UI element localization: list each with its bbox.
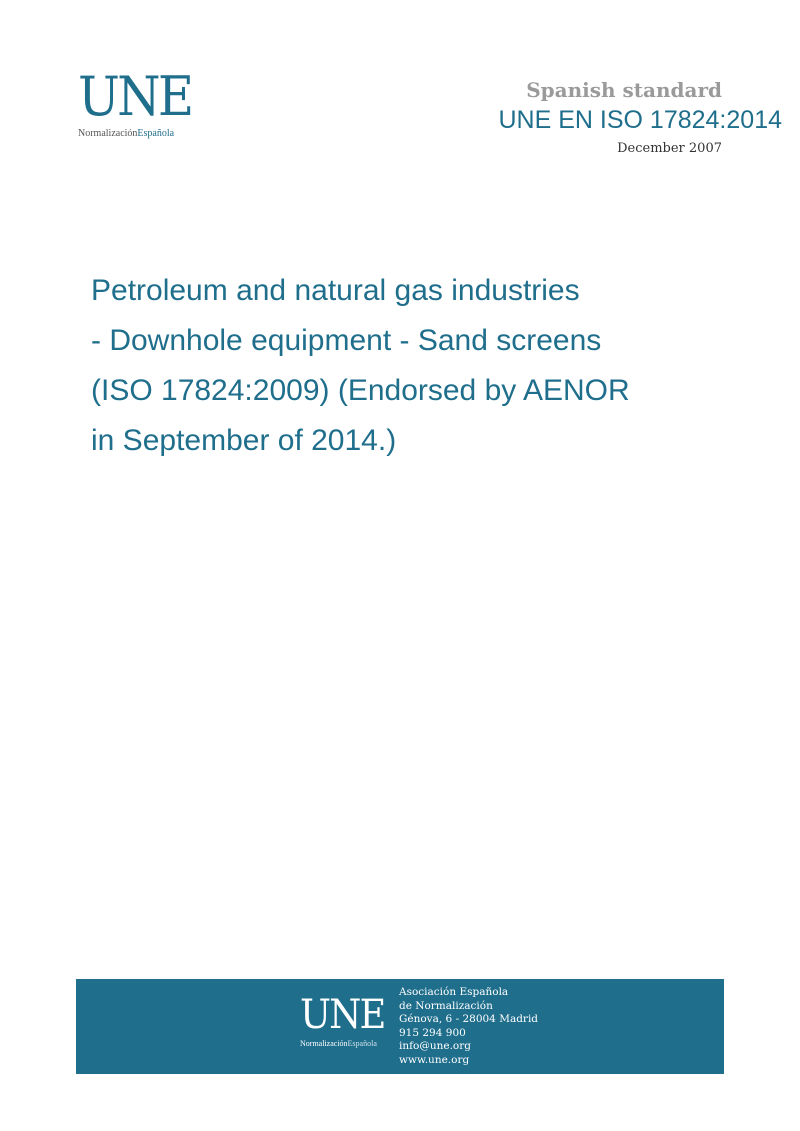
footer-address bbox=[399, 986, 538, 1067]
footer-logo-sub-right: Española bbox=[347, 1039, 377, 1048]
logo-mark: UNE bbox=[78, 65, 192, 128]
logo-sub-left: Normalización bbox=[78, 128, 138, 139]
footer-logo bbox=[300, 992, 390, 1048]
title-line: - Downhole equipment - Sand screens bbox=[91, 324, 602, 357]
address-line: de Normalización bbox=[399, 999, 493, 1012]
standard-kind: Spanish standard bbox=[526, 78, 722, 102]
address-line: Génova, 6 - 28004 Madrid bbox=[399, 1013, 539, 1025]
une-logo bbox=[78, 65, 194, 139]
title-line: Petroleum and natural gas industries bbox=[91, 274, 580, 307]
logo-sub-right: Española bbox=[137, 128, 175, 139]
footer-logo-mark: UNE bbox=[300, 992, 385, 1038]
phone-number: 915 294 900 bbox=[399, 1026, 466, 1039]
title-line: in September of 2014.) bbox=[91, 424, 397, 457]
footer-logo-subtitle bbox=[300, 1039, 390, 1048]
standard-meta bbox=[499, 78, 783, 156]
standard-date: December 2007 bbox=[617, 141, 722, 156]
logo-subtitle bbox=[78, 128, 194, 139]
title-line: (ISO 17824:2009) (Endorsed by AENOR bbox=[91, 374, 630, 407]
footer-banner bbox=[76, 979, 724, 1074]
document-title bbox=[91, 266, 731, 466]
email-address: info@une.org bbox=[399, 1040, 471, 1052]
footer-logo-sub-left: Normalización bbox=[300, 1039, 348, 1048]
standard-code: UNE EN ISO 17824:2014 bbox=[498, 106, 782, 134]
website-url: www.une.org bbox=[399, 1053, 470, 1066]
address-line: Asociación Española bbox=[399, 986, 509, 998]
